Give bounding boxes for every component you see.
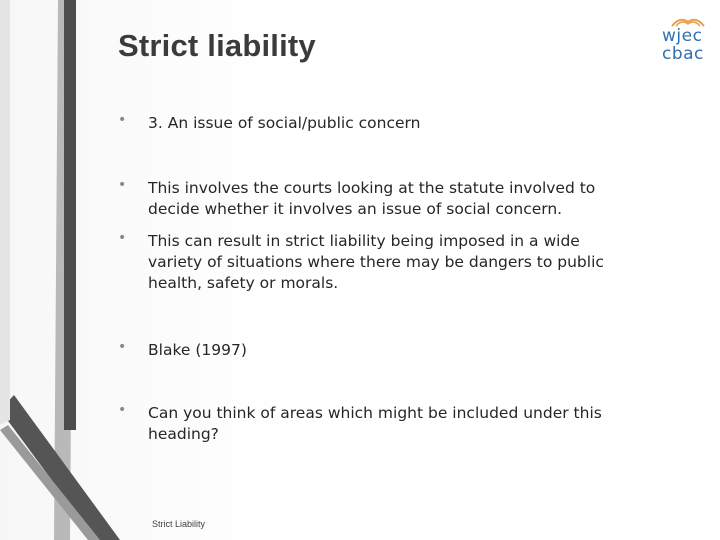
slide-footer: Strict Liability xyxy=(152,519,206,529)
bullet-item: Can you think of areas which might be included under this heading? xyxy=(148,404,602,443)
bullet-marker: • xyxy=(118,402,127,418)
slide-title: Strict liability xyxy=(118,28,316,63)
bullet-marker: • xyxy=(118,112,127,128)
accent-bar-dark xyxy=(64,0,76,430)
logo-text-wjec: wjec xyxy=(662,26,703,46)
logo-text-cbac: cbac xyxy=(662,44,704,64)
bullet-marker: • xyxy=(118,177,127,193)
bullet-item: This involves the courts looking at the statute involved to decide whether it involves an issue of social concern. xyxy=(148,179,596,218)
bullet-marker: • xyxy=(118,339,127,355)
bullet-item: Blake (1997) xyxy=(148,341,247,359)
bullet-marker: • xyxy=(118,230,127,246)
bullet-item: This can result in strict liability being imposed in a wide variety of situations where there may be dangers to public health, safety or morals. xyxy=(148,232,604,292)
bullet-item: 3. An issue of social/public concern xyxy=(148,114,421,132)
accent-bar-left xyxy=(0,0,10,425)
wjec-cbac-logo xyxy=(660,14,712,64)
decorative-accent-bars xyxy=(0,0,140,540)
accent-bar-diagonal-light xyxy=(0,425,100,540)
